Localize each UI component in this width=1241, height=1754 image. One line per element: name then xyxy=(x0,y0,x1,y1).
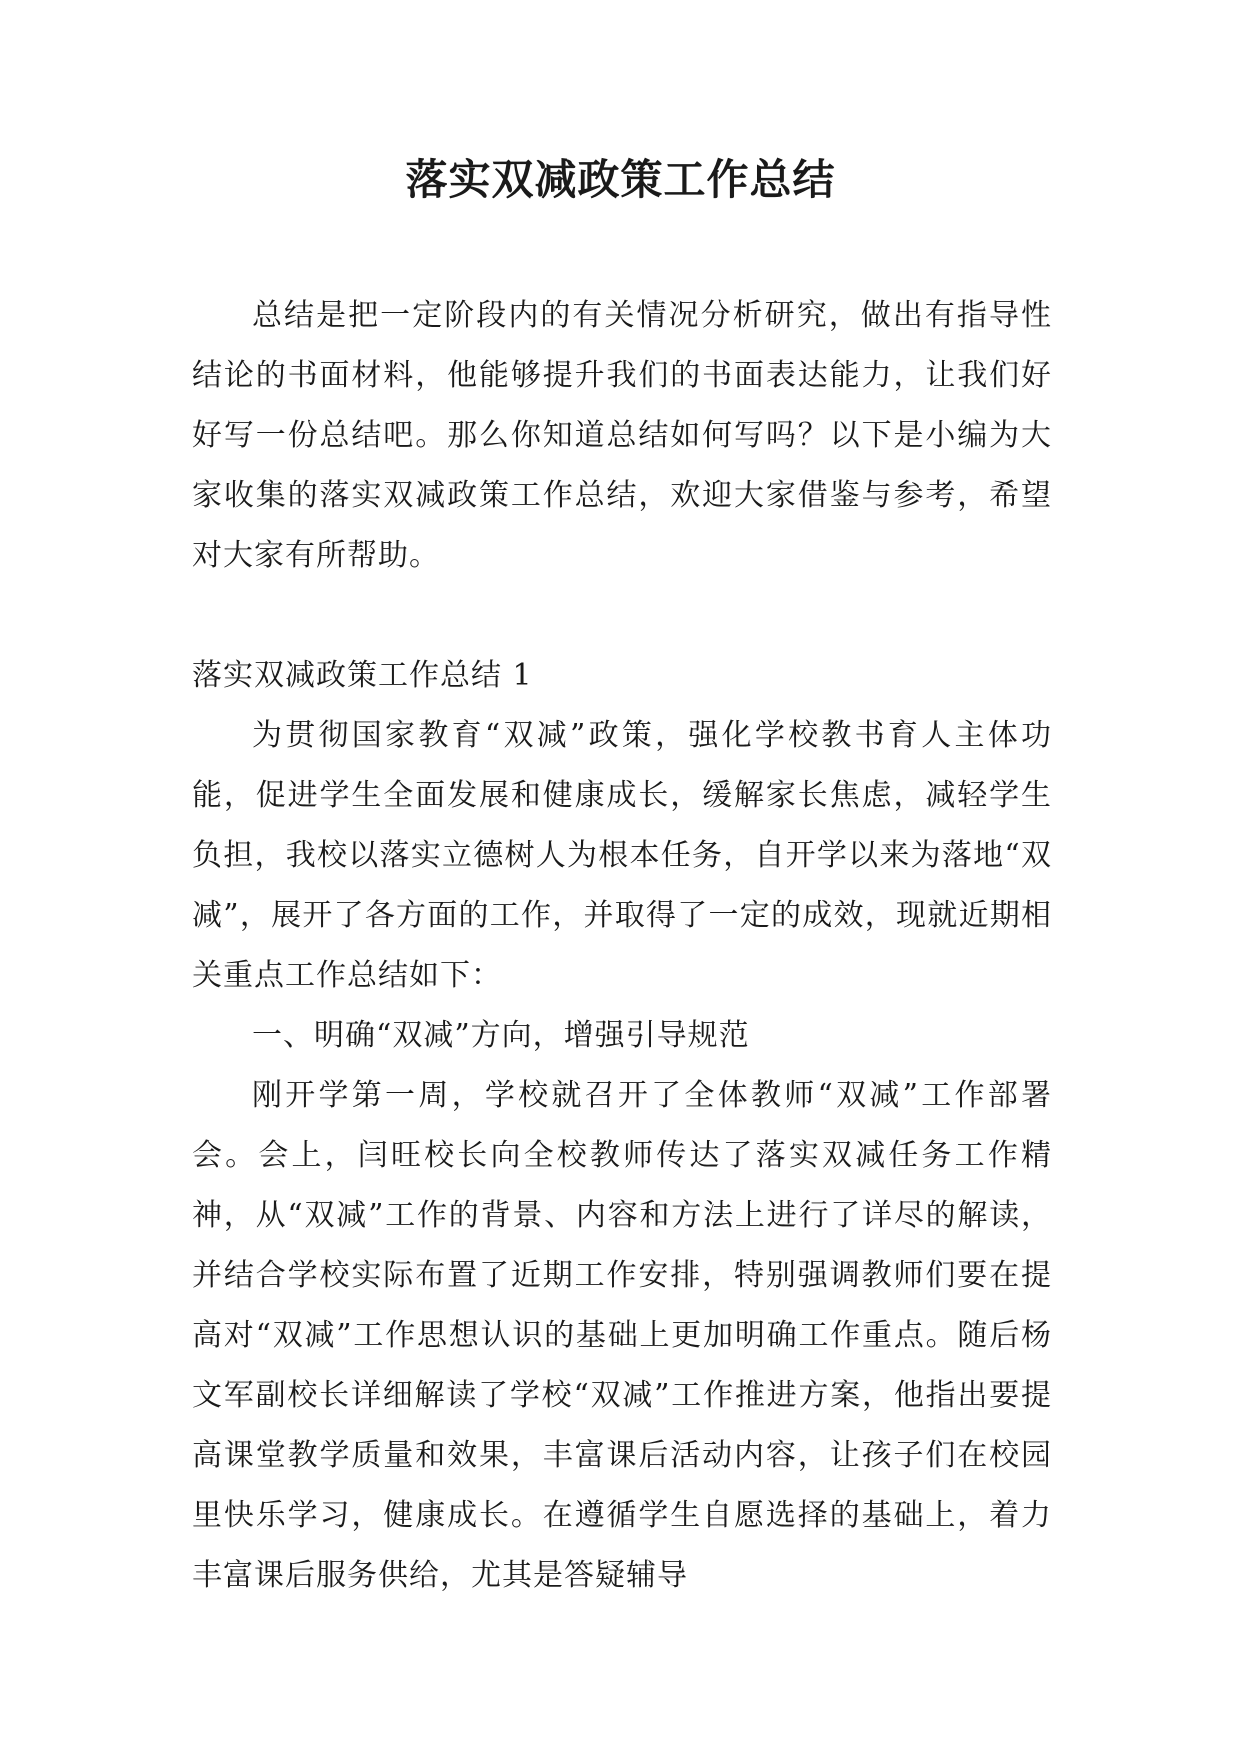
body-paragraph: 刚开学第一周，学校就召开了全体教师“双减”工作部署会。会上，闫旺校长向全校教师传达了落实双减任务工作精神，从“双减”工作的背景、内容和方法上进行了详尽的解读，并结合学校实际布置了近期工作安排，特别强调教师们要在提高对“双减”工作思想认识的基础上更加明确工作重点。随后杨文军副校长详细解读了学校“双减”工作推进方案，他指出要提高课堂教学质量和效果，丰富课后活动内容，让孩子们在校园里快乐学习，健康成长。在遵循学生自愿选择的基础上，着力丰富课后服务供给，尤其是答疑辅导 xyxy=(192,1078,1052,1593)
document-title: 落实双减政策工作总结 xyxy=(405,155,836,204)
subsection-heading: 一、明确“双减”方向，增强引导规范 xyxy=(252,1018,750,1053)
document-body xyxy=(192,286,1052,1606)
section-heading: 落实双减政策工作总结 1 xyxy=(192,658,533,693)
intro-paragraph: 总结是把一定阶段内的有关情况分析研究，做出有指导性结论的书面材料，他能够提升我们的书面表达能力，让我们好好写一份总结吧。那么你知道总结如何写吗？以下是小编为大家收集的落实双减政策工作总结，欢迎大家借鉴与参考，希望对大家有所帮助。 xyxy=(192,298,1052,573)
body-paragraph: 为贯彻国家教育“双减”政策，强化学校教书育人主体功能，促进学生全面发展和健康成长，缓解家长焦虑，减轻学生负担，我校以落实立德树人为根本任务，自开学以来为落地“双减”，展开了各方面的工作，并取得了一定的成效，现就近期相关重点工作总结如下： xyxy=(192,718,1052,993)
paragraph-gap xyxy=(192,586,1052,646)
